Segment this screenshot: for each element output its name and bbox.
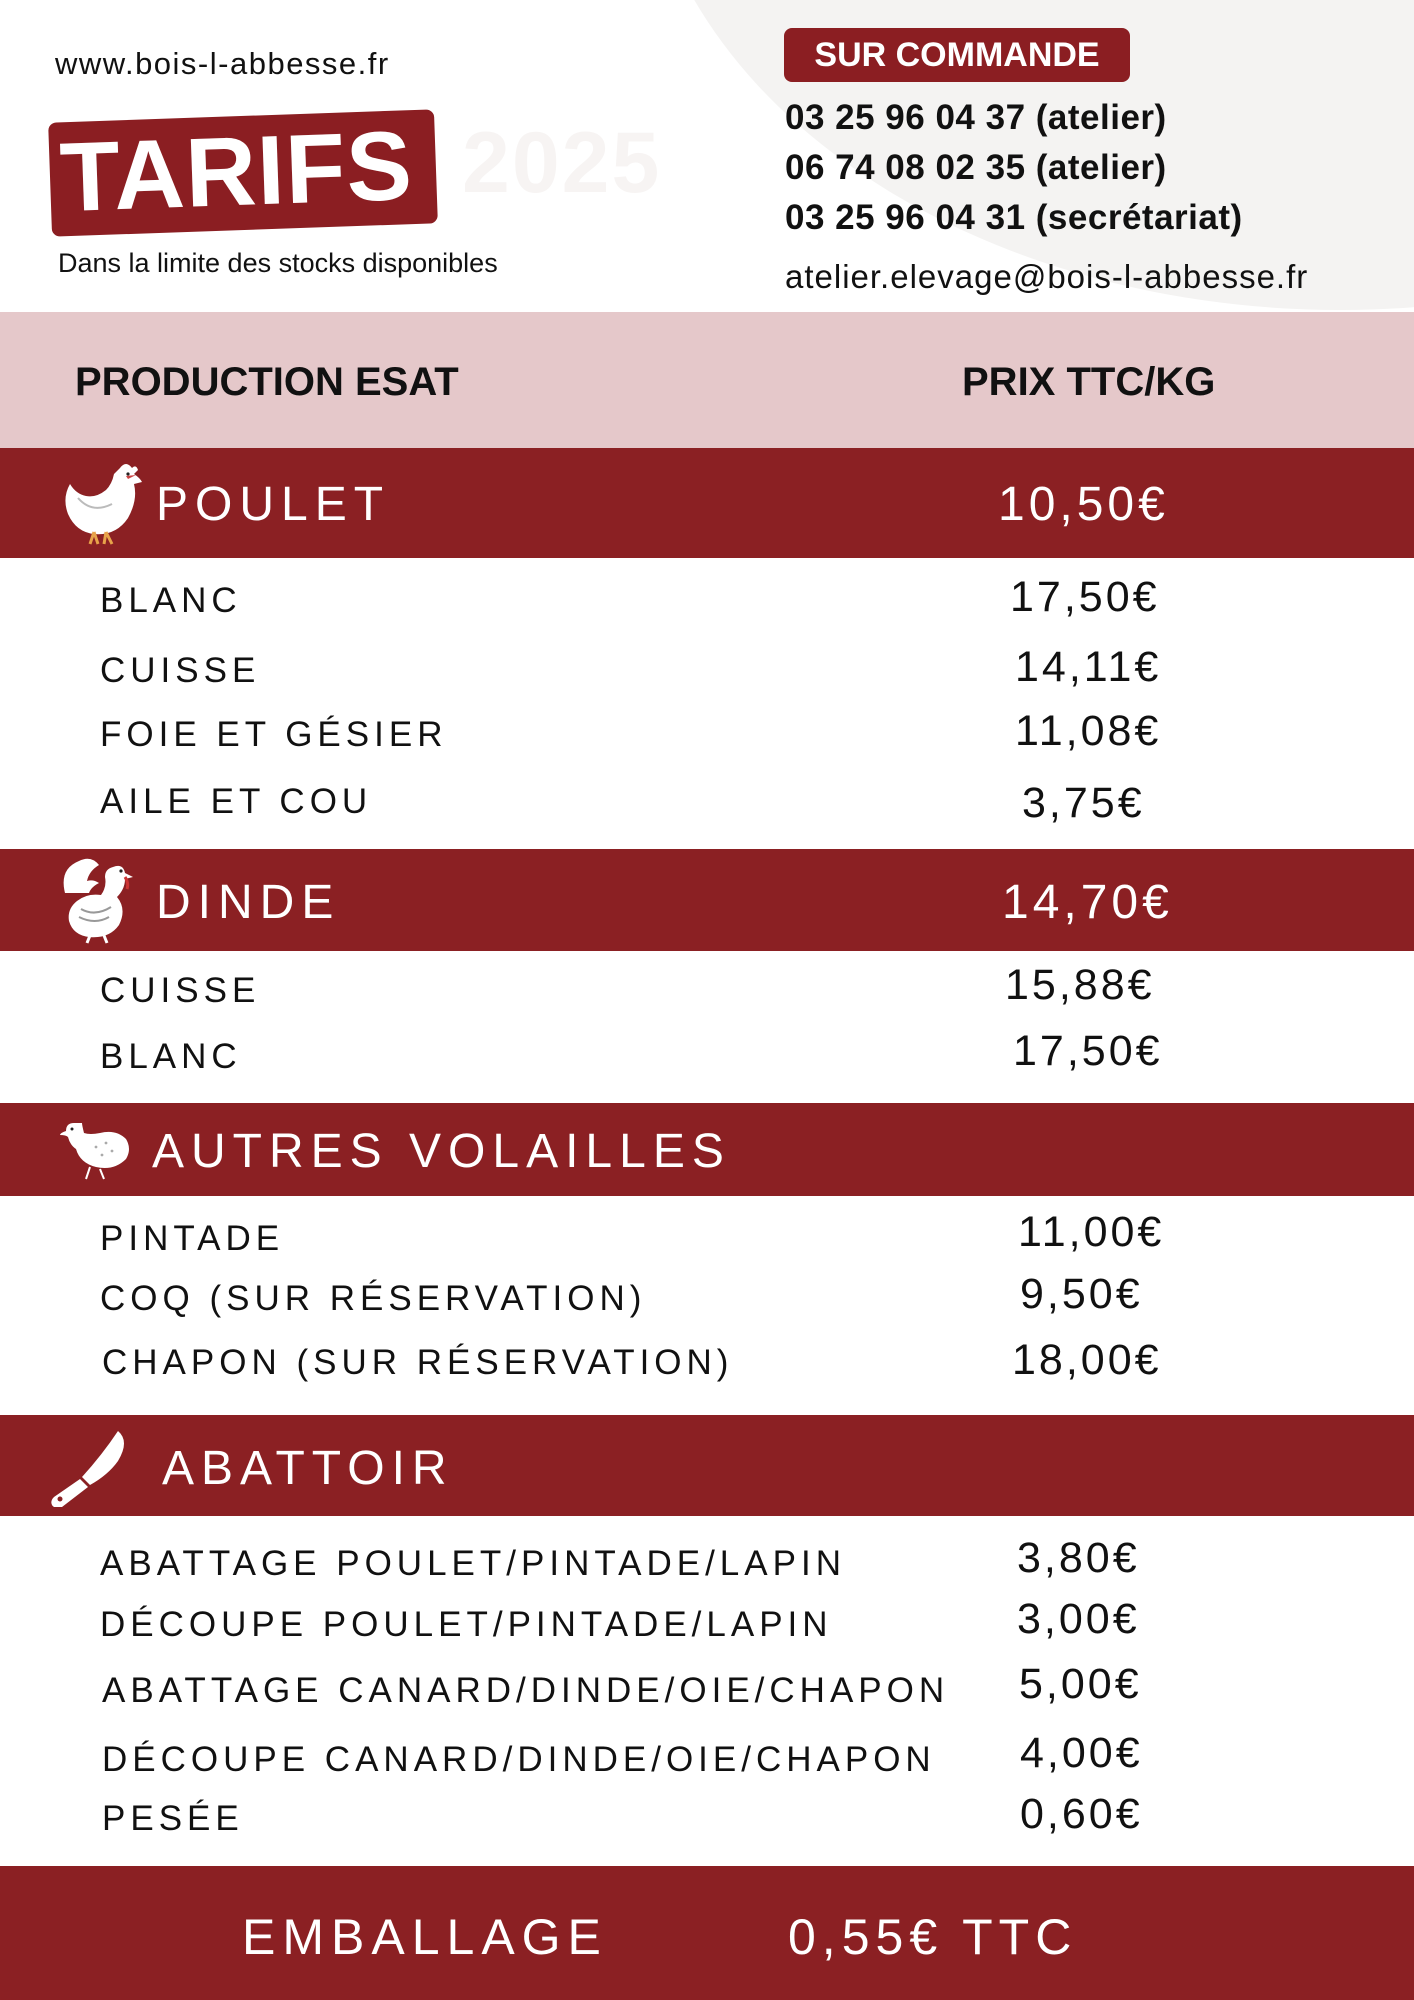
list-item: BLANC [100,1037,242,1076]
section-band-autres-volailles [0,1103,1414,1196]
column-production: PRODUCTION ESAT [75,360,459,404]
packaging-price: 0,55€ TTC [788,1909,1078,1965]
list-item: DÉCOUPE POULET/PINTADE/LAPIN [100,1605,833,1644]
item-price: 11,00€ [1018,1208,1165,1256]
list-item: FOIE ET GÉSIER [100,715,448,754]
list-item: COQ (SUR RÉSERVATION) [100,1279,647,1318]
list-item: CHAPON (SUR RÉSERVATION) [102,1343,734,1382]
section-band-poulet [0,448,1414,558]
section-label-poulet: POULET [156,478,391,531]
item-price: 9,50€ [1020,1270,1143,1318]
contact-email[interactable]: atelier.elevage@bois-l-abbesse.fr [785,258,1309,295]
list-item: ABATTAGE POULET/PINTADE/LAPIN [100,1544,846,1583]
turkey-icon [55,853,141,945]
section-price-poulet: 10,50€ [998,478,1169,531]
stock-notice: Dans la limite des stocks disponibles [58,248,498,278]
phone-secretariat[interactable]: 03 25 96 04 31 (secrétariat) [785,198,1243,237]
chicken-icon [58,458,144,548]
item-price: 5,00€ [1019,1660,1142,1708]
section-label-abattoir: ABATTOIR [162,1442,454,1495]
list-item: CUISSE [100,651,261,690]
packaging-footer [0,1866,1414,2000]
list-item: PINTADE [100,1219,285,1258]
section-band-abattoir [0,1415,1414,1516]
column-header [0,312,1414,448]
packaging-label: EMBALLAGE [242,1909,608,1965]
section-label-autres-volailles: AUTRES VOLAILLES [152,1125,731,1178]
list-item: PESÉE [102,1799,244,1838]
item-price: 14,11€ [1015,643,1162,691]
item-price: 3,80€ [1017,1534,1140,1582]
item-price: 3,00€ [1017,1595,1140,1643]
knife-icon [44,1427,130,1507]
phone-atelier-2[interactable]: 06 74 08 02 35 (atelier) [785,148,1167,187]
section-band-dinde [0,849,1414,951]
page-title: TARIFS [58,109,415,233]
item-price: 17,50€ [1013,1027,1163,1075]
item-price: 15,88€ [1005,961,1155,1009]
list-item: DÉCOUPE CANARD/DINDE/OIE/CHAPON [102,1740,936,1779]
column-price: PRIX TTC/KG [962,360,1216,404]
list-item: CUISSE [100,971,261,1010]
guinea-fowl-icon [60,1117,132,1181]
year-label: 2025 [462,115,662,211]
item-price: 11,08€ [1015,707,1162,755]
phone-atelier-1[interactable]: 03 25 96 04 37 (atelier) [785,98,1167,137]
section-price-dinde: 14,70€ [1002,876,1173,929]
list-item: ABATTAGE CANARD/DINDE/OIE/CHAPON [102,1671,950,1710]
item-price: 17,50€ [1010,573,1160,621]
section-label-dinde: DINDE [156,876,341,929]
order-badge: SUR COMMANDE [784,28,1130,82]
list-item: BLANC [100,581,242,620]
item-price: 18,00€ [1012,1336,1162,1384]
list-item: AILE ET COU [100,782,373,821]
item-price: 4,00€ [1020,1729,1143,1777]
item-price: 0,60€ [1020,1790,1143,1838]
header [0,0,1414,312]
website-url[interactable]: www.bois-l-abbesse.fr [55,46,390,81]
item-price: 3,75€ [1022,779,1145,827]
